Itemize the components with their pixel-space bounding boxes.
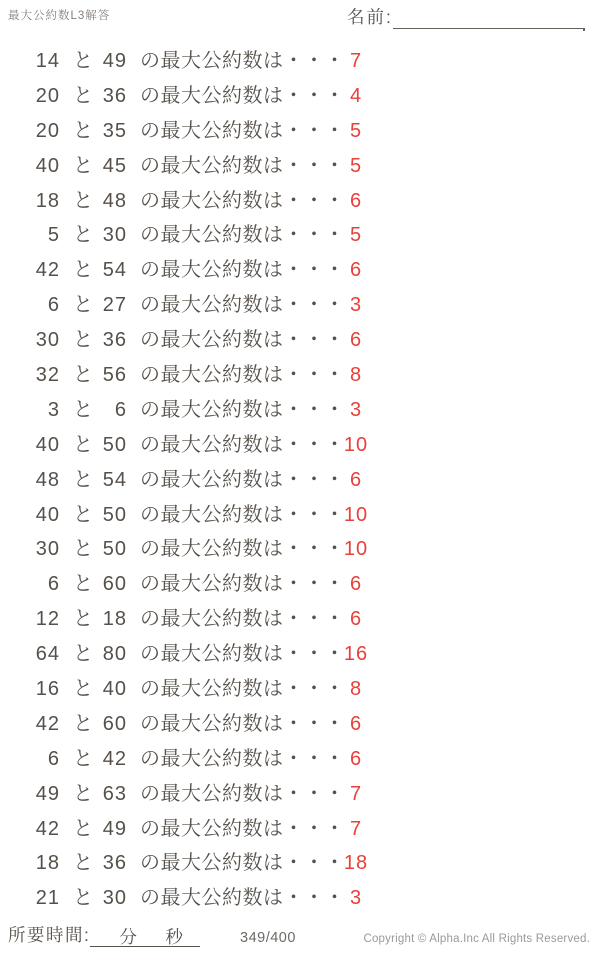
second-number: 49 <box>102 817 127 840</box>
problem-row <box>0 812 600 847</box>
first-number: 20 <box>35 119 60 142</box>
question-phrase: の最大公約数は・・・ <box>140 608 345 631</box>
second-number: 48 <box>102 189 127 212</box>
conjunction-label: と <box>73 678 93 701</box>
problem-row <box>0 532 600 567</box>
conjunction-label: と <box>73 329 93 352</box>
answer-value: 3 <box>349 887 363 910</box>
first-number: 48 <box>35 468 60 491</box>
first-number: 18 <box>35 189 60 212</box>
answer-value: 3 <box>349 294 363 317</box>
problem-row <box>0 777 600 812</box>
name-field <box>347 5 585 29</box>
second-number: 30 <box>102 887 127 910</box>
second-number: 35 <box>102 119 127 142</box>
conjunction-label: と <box>73 503 93 526</box>
conjunction-label: と <box>73 224 93 247</box>
answer-value: 10 <box>343 433 369 456</box>
second-number: 36 <box>102 329 127 352</box>
question-phrase: の最大公約数は・・・ <box>140 817 345 840</box>
first-number: 6 <box>47 294 60 317</box>
second-number: 27 <box>102 294 127 317</box>
question-phrase: の最大公約数は・・・ <box>140 712 345 735</box>
question-phrase: の最大公約数は・・・ <box>140 678 345 701</box>
conjunction-label: と <box>73 643 93 666</box>
second-number: 42 <box>102 747 127 770</box>
conjunction-label: と <box>73 887 93 910</box>
answer-value: 6 <box>349 608 363 631</box>
question-phrase: の最大公約数は・・・ <box>140 538 345 561</box>
problem-row <box>0 149 600 184</box>
answer-value: 7 <box>349 782 363 805</box>
question-phrase: の最大公約数は・・・ <box>140 747 345 770</box>
first-number: 64 <box>35 643 60 666</box>
second-number: 50 <box>102 538 127 561</box>
document-title: 最大公約数L3解答 <box>8 10 111 22</box>
question-phrase: の最大公約数は・・・ <box>140 259 345 282</box>
second-number: 45 <box>102 154 127 177</box>
problem-row <box>0 567 600 602</box>
answer-value: 4 <box>349 84 363 107</box>
conjunction-label: と <box>73 608 93 631</box>
question-phrase: の最大公約数は・・・ <box>140 398 345 421</box>
first-number: 12 <box>35 608 60 631</box>
conjunction-label: と <box>73 84 93 107</box>
problem-row <box>0 44 600 79</box>
first-number: 40 <box>35 503 60 526</box>
conjunction-label: と <box>73 538 93 561</box>
second-number: 80 <box>102 643 127 666</box>
question-phrase: の最大公約数は・・・ <box>140 852 345 875</box>
first-number: 5 <box>47 224 60 247</box>
question-phrase: の最大公約数は・・・ <box>140 294 345 317</box>
second-number: 54 <box>102 468 127 491</box>
first-number: 16 <box>35 678 60 701</box>
conjunction-label: と <box>73 468 93 491</box>
problem-row <box>0 114 600 149</box>
first-number: 42 <box>35 712 60 735</box>
second-number: 54 <box>102 259 127 282</box>
problem-row <box>0 428 600 463</box>
second-number: 50 <box>102 433 127 456</box>
second-number: 63 <box>102 782 127 805</box>
conjunction-label: と <box>73 852 93 875</box>
answer-value: 10 <box>343 503 369 526</box>
question-phrase: の最大公約数は・・・ <box>140 503 345 526</box>
answer-value: 18 <box>343 852 369 875</box>
second-number: 36 <box>102 852 127 875</box>
problem-row <box>0 288 600 323</box>
answer-value: 5 <box>349 224 363 247</box>
first-number: 32 <box>35 364 60 387</box>
first-number: 18 <box>35 852 60 875</box>
first-number: 49 <box>35 782 60 805</box>
answer-value: 8 <box>349 364 363 387</box>
first-number: 40 <box>35 154 60 177</box>
question-phrase: の最大公約数は・・・ <box>140 119 345 142</box>
problem-row <box>0 742 600 777</box>
conjunction-label: と <box>73 50 93 72</box>
answer-value: 6 <box>349 468 363 491</box>
second-number: 30 <box>102 224 127 247</box>
answer-value: 6 <box>349 189 363 212</box>
question-phrase: の最大公約数は・・・ <box>140 782 345 805</box>
second-number: 6 <box>114 398 127 421</box>
first-number: 21 <box>35 887 60 910</box>
first-number: 6 <box>47 573 60 596</box>
first-number: 14 <box>35 50 60 72</box>
conjunction-label: と <box>73 119 93 142</box>
minutes-label: 分 <box>119 927 139 947</box>
question-phrase: の最大公約数は・・・ <box>140 433 345 456</box>
question-phrase: の最大公約数は・・・ <box>140 154 345 177</box>
conjunction-label: と <box>73 782 93 805</box>
time-blank-line <box>90 924 200 947</box>
answer-value: 10 <box>343 538 369 561</box>
problem-row <box>0 218 600 253</box>
problem-row <box>0 358 600 393</box>
answer-value: 6 <box>349 747 363 770</box>
problem-row <box>0 253 600 288</box>
answer-value: 6 <box>349 329 363 352</box>
second-number: 60 <box>102 712 127 735</box>
conjunction-label: と <box>73 433 93 456</box>
question-phrase: の最大公約数は・・・ <box>140 468 345 491</box>
answer-value: 16 <box>343 643 369 666</box>
question-phrase: の最大公約数は・・・ <box>140 887 345 910</box>
problem-row <box>0 672 600 707</box>
second-number: 18 <box>102 608 127 631</box>
answer-value: 6 <box>349 712 363 735</box>
problem-row <box>0 881 600 916</box>
first-number: 3 <box>47 398 60 421</box>
problem-row <box>0 498 600 533</box>
name-blank-line <box>393 8 585 29</box>
answer-value: 7 <box>349 817 363 840</box>
question-phrase: の最大公約数は・・・ <box>140 364 345 387</box>
problem-row <box>0 323 600 358</box>
conjunction-label: と <box>73 398 93 421</box>
conjunction-label: と <box>73 364 93 387</box>
first-number: 30 <box>35 538 60 561</box>
conjunction-label: と <box>73 154 93 177</box>
answer-value: 8 <box>349 678 363 701</box>
second-number: 56 <box>102 364 127 387</box>
second-number: 50 <box>102 503 127 526</box>
answer-value: 6 <box>349 259 363 282</box>
conjunction-label: と <box>73 712 93 735</box>
answer-value: 6 <box>349 573 363 596</box>
second-number: 49 <box>102 50 127 72</box>
answer-value: 3 <box>349 398 363 421</box>
copyright-notice: Copyright © Alpha.Inc All Rights Reserved. <box>363 933 590 945</box>
conjunction-label: と <box>73 189 93 212</box>
second-number: 36 <box>102 84 127 107</box>
problem-row <box>0 602 600 637</box>
elapsed-time-field <box>8 921 200 947</box>
conjunction-label: と <box>73 259 93 282</box>
second-number: 60 <box>102 573 127 596</box>
answer-value: 5 <box>349 154 363 177</box>
problem-row <box>0 707 600 742</box>
conjunction-label: と <box>73 573 93 596</box>
elapsed-time-label: 所要時間: <box>8 925 91 945</box>
progress-counter: 349/400 <box>240 930 296 946</box>
problem-list <box>0 44 600 916</box>
question-phrase: の最大公約数は・・・ <box>140 329 345 352</box>
question-phrase: の最大公約数は・・・ <box>140 189 345 212</box>
first-number: 42 <box>35 259 60 282</box>
name-label: 名前: <box>347 7 393 27</box>
question-phrase: の最大公約数は・・・ <box>140 84 345 107</box>
question-phrase: の最大公約数は・・・ <box>140 573 345 596</box>
second-number: 40 <box>102 678 127 701</box>
conjunction-label: と <box>73 747 93 770</box>
seconds-label: 秒 <box>165 927 185 947</box>
first-number: 20 <box>35 84 60 107</box>
first-number: 30 <box>35 329 60 352</box>
question-phrase: の最大公約数は・・・ <box>140 50 345 72</box>
question-phrase: の最大公約数は・・・ <box>140 224 345 247</box>
problem-row <box>0 79 600 114</box>
problem-row <box>0 463 600 498</box>
first-number: 42 <box>35 817 60 840</box>
conjunction-label: と <box>73 294 93 317</box>
first-number: 40 <box>35 433 60 456</box>
first-number: 6 <box>47 747 60 770</box>
answer-value: 5 <box>349 119 363 142</box>
problem-row <box>0 637 600 672</box>
problem-row <box>0 184 600 219</box>
answer-value: 7 <box>349 50 363 72</box>
problem-row <box>0 393 600 428</box>
question-phrase: の最大公約数は・・・ <box>140 643 345 666</box>
problem-row <box>0 846 600 881</box>
conjunction-label: と <box>73 817 93 840</box>
